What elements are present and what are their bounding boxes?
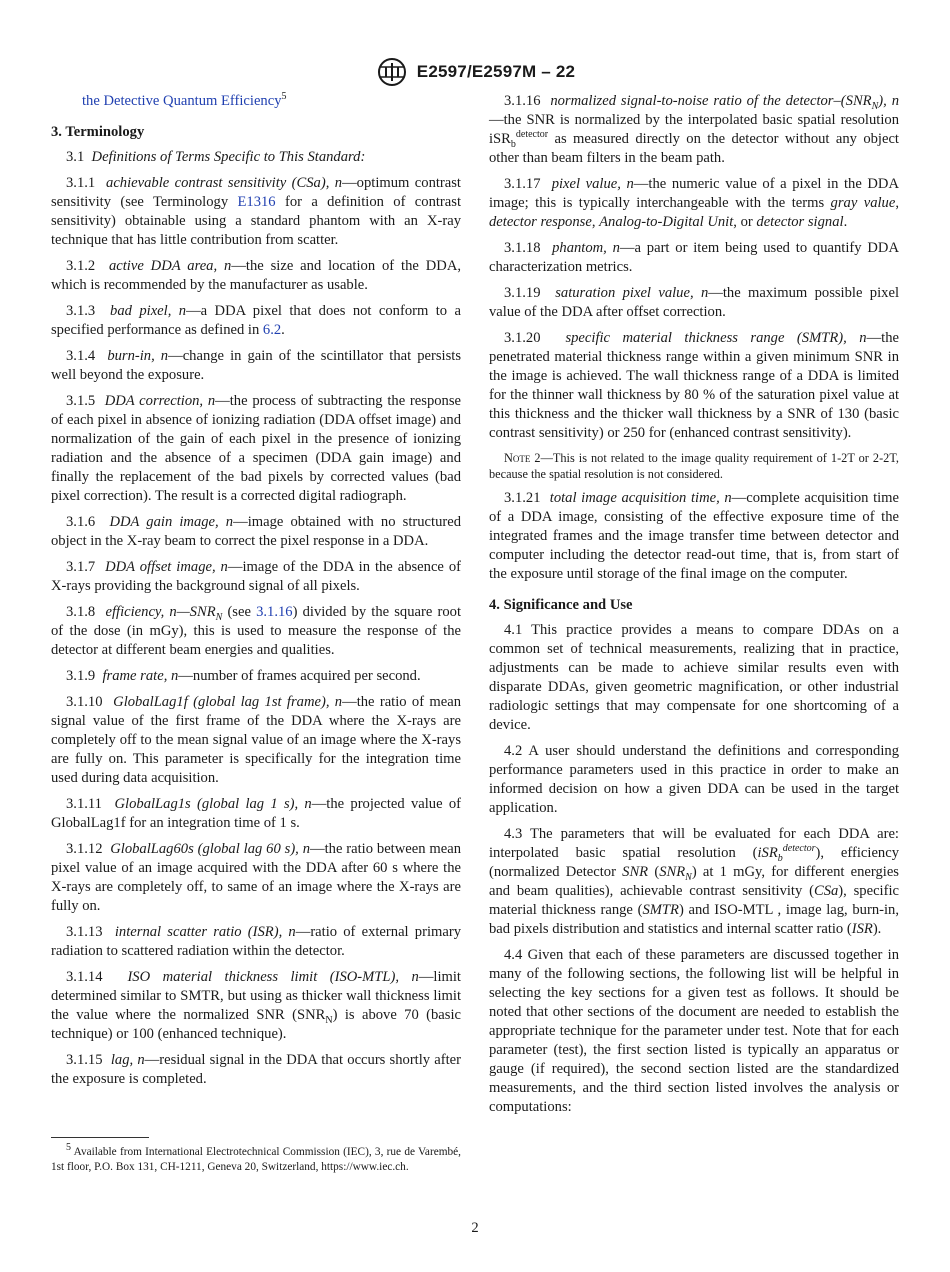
def-3-1-20: 3.1.20 specific material thickness range (SMTR), n—the penetrated material thickness range within a given minimum SNR in the image is achieved. The wall thickness range of a DDA is limited for the thinner wall thickness by 80 % of the saturation pixel value at this thickness and the thicker wall thickness by a SNR of 130 (basic contrast sensitivity) or 250 for (enhanced contrast sensitivity).: [489, 330, 900, 441]
standard-designation: E2597/E2597M – 22: [416, 62, 576, 81]
page-header: [0, 57, 950, 92]
dqe-link[interactable]: the Detective Quantum Efficiency: [82, 93, 282, 109]
def-3-1-21: 3.1.21 total image acquisition time, n—complete acquisition time of a DDA image, consisting of the effective exposure time of the integrated frames and the image transfer time between detector and computer including the detector read-out time, that is, from start of the exposure until storage of the final image on the computer.: [489, 490, 900, 582]
para-4-3: 4.3 The parameters that will be evaluated for each DDA are: interpolated basic spatial resolution (iSR$_b^{detector}$), efficiency (normalized Detector SNR $(SNR_N)$ at 1 mGy, for different energies and beam qualities), achievable contrast sensitivity (CSa), specific material thickness range (SMTR) and ISO-MTL , image lag, burn-in, bad pixels distribution and statistics and internal scatter ratio (ISR).: [489, 826, 899, 937]
def-3-1-12: 3.1.12 GlobalLag60s (global lag 60 s), n—the ratio between mean pixel value of an image acquired with the DDA after 60 s where the X-rays are completely off, to same of an image where the X-rays are fully on.: [51, 841, 461, 914]
def-3-1-6: 3.1.6 DDA gain image, n—image obtained with no structured object in the X-ray beam to correct the pixel response in a DDA.: [51, 514, 462, 549]
def-3-1-3: 3.1.3 bad pixel, n—a DDA pixel that does not conform to a specified performance as defined in 6.2.: [51, 303, 461, 338]
note-2: Note 2—This is not related to the image quality requirement of 1-2T or 2-2T, because the spatial resolution is not considered.: [489, 451, 900, 481]
def-3-1-8: 3.1.8 efficiency, $n—SNR_N$ (see 3.1.16) divided by the square root of the dose (in mGy), this is used to measure the response of the detector at different beam energies and qualities.: [51, 604, 462, 658]
def-3-1-14: 3.1.14 ISO material thickness limit (ISO-MTL), n—limit determined similar to SMTR, but using as thicker wall thickness limit the value where the normalized SNR $(SNR_N)$ is above 70 (basic technique) or 100 (enhanced technique).: [51, 969, 461, 1042]
def-3-1-2: 3.1.2 active DDA area, n—the size and location of the DDA, which is recommended by the manufacturer as usable.: [51, 258, 462, 293]
footnote-rule: [51, 1137, 149, 1138]
def-3-1: 3.1 Definitions of Terms Specific to This Standard:: [66, 149, 366, 165]
def-3-1-1: 3.1.1 achievable contrast sensitivity (CSa), n—optimum contrast sensitivity (see Terminology E1316 for a definition of contrast sensitivity) obtainable using a standard phantom with an X-ray technique that has little contribution from scatter.: [51, 175, 461, 248]
astm-logo-icon: [375, 57, 409, 87]
def-3-1-19: 3.1.19 saturation pixel value, n—the maximum possible pixel value of the DDA after offset correction.: [489, 285, 899, 320]
def-3-1-16: 3.1.16 normalized signal-to-noise ratio of the detector–$(SNR_N)$, n—the SNR is normalized by the interpolated basic spatial resolution iSR$_b^{detector}$ as measured directly on the detector without any object other than beam filters in the beam path.: [489, 93, 899, 166]
def-3-1-11: 3.1.11 GlobalLag1s (global lag 1 s), n—the projected value of GlobalLag1f for an integration time of 1 s.: [51, 796, 462, 831]
section-4-title: 4. Significance and Use: [489, 597, 633, 613]
para-4-1: 4.1 This practice provides a means to compare DDAs on a common set of technical measurements, realizing that in practice, adjustments can be made to achieve similar results even with disparate DDAs, given geometric magnification, or other industrial radiologic settings that may compensate for one shortcoming of a device.: [489, 622, 899, 733]
right-column: [489, 92, 899, 1124]
continuation-line: the Detective Quantum Efficiency$^5$: [82, 91, 287, 109]
left-column: [51, 92, 461, 1096]
def-3-1-7: 3.1.7 DDA offset image, n—image of the DDA in the absence of X-rays providing the background signal of all pixels.: [51, 559, 462, 594]
footnote-5: $^5$ Available from International Electrotechnical Commission (IEC), 3, rue de Varembé, 1st floor, P.O. Box 131, CH-1211, Geneva 20, Switzerland, https://www.iec.ch.: [51, 1142, 461, 1173]
def-3-1-4: 3.1.4 burn-in, n—change in gain of the scintillator that persists well beyond the exposure.: [51, 348, 462, 383]
e1316-link[interactable]: E1316: [237, 194, 276, 210]
def-3-1-5: 3.1.5 DDA correction, n—the process of subtracting the response of each pixel in absence of ionizing radiation (DDA offset image) and normalization of the gain of each pixel in the presence of ionizing radiation and the absence of a specimen (DDA gain image) and finally the replacement of the bad pixels by corrected values (bad pixel correction). The result is a corrected digital radiograph.: [51, 393, 461, 504]
para-4-2: 4.2 A user should understand the definitions and corresponding performance parameters used in this practice in order to make an informed decision on how a given DDA can be used in the target application.: [489, 743, 899, 816]
section-3-title: 3. Terminology: [51, 124, 145, 140]
page-number: 2: [471, 1220, 479, 1236]
def-3-1-15: 3.1.15 lag, n—residual signal in the DDA that occurs shortly after the exposure is completed.: [51, 1052, 461, 1087]
para-4-4: 4.4 Given that each of these parameters are discussed together in many of the following sections, the following list will be helpful in selecting the key sections for a given test as follows. It should be noted that other sections of the document are needed to establish the appropriate technique for the parameter under test. Note that for each parameter (test), the first section listed is typically an apparatus or gauge (if required), the second section listed are the standardized measurements, and the third section listed involves the analysis or computations:: [489, 947, 899, 1115]
section-6-2-link[interactable]: 6.2: [262, 322, 282, 338]
def-3-1-9: 3.1.9 frame rate, n—number of frames acquired per second.: [66, 668, 421, 684]
def-3-1-13: 3.1.13 internal scatter ratio (ISR), n—ratio of external primary radiation to scattered radiation within the detector.: [51, 924, 461, 959]
def-3-1-18: 3.1.18 phantom, n—a part or item being used to quantify DDA characterization metrics.: [489, 240, 899, 275]
def-3-1-17: 3.1.17 pixel value, n—the numeric value of a pixel in the DDA image; this is typically interchangeable with the terms gray value, detector response, Analog-to-Digital Unit, or detector signal.: [489, 176, 900, 230]
section-3-1-16-link[interactable]: 3.1.16: [256, 604, 293, 620]
def-3-1-10: 3.1.10 GlobalLag1f (global lag 1st frame), n—the ratio of mean signal value of the first frame of the DDA where the X-rays are completely off to the mean signal value of an image where the X-rays are fully on. This parameter is specifically for the integration time used during data acquisition.: [51, 694, 462, 786]
